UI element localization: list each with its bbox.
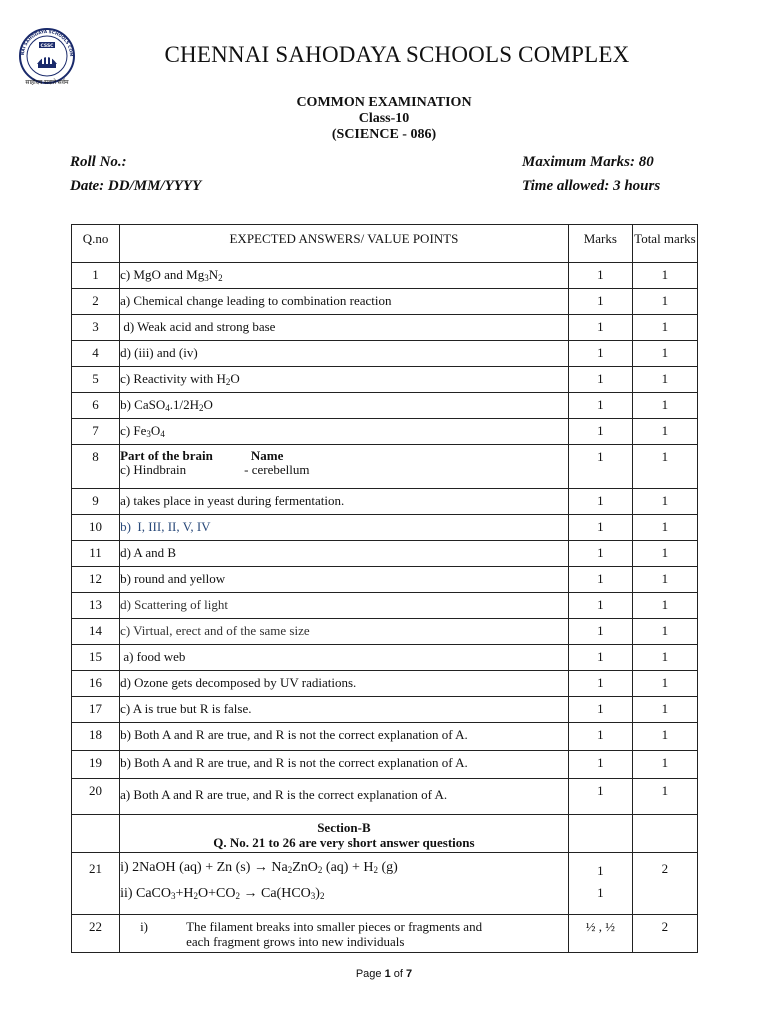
table-row [72, 445, 698, 489]
answer-cell [120, 853, 569, 915]
table-row [72, 393, 698, 419]
marks-cell: 1 [568, 751, 632, 779]
meta-left [70, 150, 201, 198]
qno-cell: 3 [72, 315, 120, 341]
answer-text: O [203, 397, 213, 412]
marks-cell: 1 [568, 515, 632, 541]
marks-value: 1 [597, 885, 604, 900]
eq-text: → Ca(HCO [240, 886, 311, 901]
subscript: 3 [310, 891, 316, 901]
answer-cell: c) A is true but R is false. [120, 697, 569, 723]
table-row [72, 853, 698, 915]
table-row [72, 671, 698, 697]
answer-text: O [230, 371, 240, 386]
qno-cell: 22 [72, 915, 120, 953]
subscript: 2 [218, 273, 223, 283]
roll-no-label: Roll No.: [70, 154, 127, 170]
header-marks: Marks [568, 225, 632, 263]
date-label: Date: DD/MM/YYYY [70, 178, 202, 194]
empty-cell [632, 815, 697, 853]
total-cell: 1 [632, 697, 697, 723]
qno-cell: 8 [72, 445, 120, 489]
subscript: 3 [204, 273, 209, 283]
total-cell: 1 [632, 263, 697, 289]
table-row [72, 515, 698, 541]
empty-cell [568, 815, 632, 853]
eq-text: (aq) + H [322, 860, 374, 875]
subscript: 4 [160, 429, 165, 439]
answer-line: The filament breaks into smaller pieces or fragments and [186, 919, 483, 934]
subscript: 2 [373, 865, 378, 875]
marks-cell: 1 [568, 489, 632, 515]
answer-cell [120, 367, 569, 393]
subscript: 2 [317, 865, 323, 875]
sub-question-label: i) [140, 919, 149, 934]
answer-cell: c) Virtual, erect and of the same size [120, 619, 569, 645]
equation-line-1 [120, 856, 568, 882]
answer-cell: a) Chemical change leading to combination reaction [120, 289, 569, 315]
marks-cell: 1 [568, 315, 632, 341]
marks-cell: 1 [568, 341, 632, 367]
total-cell: 1 [632, 445, 697, 489]
total-cell: 1 [632, 367, 697, 393]
table-header-row [72, 225, 698, 263]
eq-text: (g) [377, 860, 398, 875]
marks-cell: 1 [568, 419, 632, 445]
answer-cell: b) I, III, II, V, IV [120, 515, 569, 541]
table-row [72, 645, 698, 671]
table-row [72, 619, 698, 645]
qno-cell: 6 [72, 393, 120, 419]
header-answers: EXPECTED ANSWERS/ VALUE POINTS [120, 225, 569, 263]
of-word: of [390, 968, 407, 980]
marks-value: 1 [597, 863, 604, 878]
answer-cell [120, 393, 569, 419]
qno-cell: 21 [72, 853, 120, 915]
subscript: 2 [198, 403, 204, 413]
page-total: 7 [406, 968, 413, 980]
meta-right [522, 150, 660, 198]
total-cell: 1 [632, 419, 697, 445]
total-cell: 1 [632, 645, 697, 671]
marks-cell: 1 [568, 779, 632, 815]
total-cell: 1 [632, 723, 697, 751]
subscript: 2 [287, 865, 293, 875]
qno-cell: 15 [72, 645, 120, 671]
subscript: 2 [193, 891, 199, 901]
total-cell: 2 [632, 853, 697, 915]
qno-cell: 10 [72, 515, 120, 541]
table-row [72, 567, 698, 593]
total-cell: 1 [632, 341, 697, 367]
brain-part-value: c) Hindbrain [120, 462, 187, 477]
section-b-row [72, 815, 698, 853]
eq-text: ZnO [292, 860, 318, 875]
table-row [72, 489, 698, 515]
subscript: 2 [319, 891, 325, 901]
table-row [72, 367, 698, 393]
total-cell: 1 [632, 751, 697, 779]
total-cell: 1 [632, 315, 697, 341]
answer-cell: b) Both A and R are true, and R is not the correct explanation of A. [120, 723, 569, 751]
marks-cell: 1 [568, 263, 632, 289]
total-cell: 1 [632, 619, 697, 645]
answer-cell: a) food web [120, 645, 569, 671]
qno-cell: 13 [72, 593, 120, 619]
marks-cell: 1 [568, 445, 632, 489]
answer-text: N [208, 267, 219, 282]
brain-part-heading: Part of the brain [120, 448, 213, 463]
marks-cell: ½ , ½ [568, 915, 632, 953]
table-row [72, 263, 698, 289]
qno-cell: 5 [72, 367, 120, 393]
qno-cell: 19 [72, 751, 120, 779]
eq-text: O+CO [198, 886, 236, 901]
table-row [72, 419, 698, 445]
section-b-subtitle: Q. No. 21 to 26 are very short answer questions [213, 835, 475, 850]
exam-subject: (SCIENCE - 086) [331, 127, 437, 142]
qno-cell: 4 [72, 341, 120, 367]
answer-cell [120, 263, 569, 289]
qno-cell: 14 [72, 619, 120, 645]
answer-text: b) CaSO [120, 397, 166, 412]
marks-cell: 1 [568, 541, 632, 567]
page-footer [0, 968, 768, 980]
total-cell: 1 [632, 593, 697, 619]
time-allowed-label: Time allowed: 3 hours [522, 178, 661, 194]
table-row [72, 341, 698, 367]
marks-cell: 1 [568, 645, 632, 671]
eq-text: ii) CaCO [120, 886, 172, 901]
exam-heading [0, 95, 768, 143]
marks-cell: 1 [568, 567, 632, 593]
table-row [72, 541, 698, 567]
eq-text: i) 2NaOH (aq) + Zn (s) → Na [120, 860, 288, 875]
answer-cell: d) Ozone gets decomposed by UV radiations. [120, 671, 569, 697]
brain-name-heading: Name [250, 448, 284, 463]
answer-cell [120, 419, 569, 445]
logo-ring-text: NAI SAHODAYA SCHOOLS COM [19, 28, 75, 57]
school-name: CHENNAI SAHODAYA SCHOOLS COMPLEX [164, 42, 630, 67]
qno-cell: 7 [72, 419, 120, 445]
answer-cell: d) A and B [120, 541, 569, 567]
total-cell: 2 [632, 915, 697, 953]
answer-text: c) Fe [120, 423, 147, 438]
answer-cell: a) Both A and R are true, and R is the correct explanation of A. [120, 779, 569, 815]
logo-motto: साहोदय सदाते सर्वम [25, 80, 69, 86]
total-cell: 1 [632, 671, 697, 697]
answer-cell: b) Both A and R are true, and R is not the correct explanation of A. [120, 751, 569, 779]
subscript: 4 [165, 403, 170, 413]
total-cell: 1 [632, 489, 697, 515]
answer-cell: a) takes place in yeast during fermentation. [120, 489, 569, 515]
answer-text: c) Reactivity with H [120, 371, 226, 386]
marks-cell: 1 [568, 289, 632, 315]
table-row [72, 289, 698, 315]
exam-title: COMMON EXAMINATION [296, 95, 472, 110]
equation-line-2 [120, 882, 568, 908]
exam-class: Class-10 [358, 111, 410, 126]
marks-cell: 1 [568, 367, 632, 393]
answer-text: .1/2H [169, 397, 199, 412]
answer-cell: d) (iii) and (iv) [120, 341, 569, 367]
total-cell: 1 [632, 567, 697, 593]
qno-cell: 18 [72, 723, 120, 751]
eq-text: ) [315, 886, 320, 901]
subscript: 3 [171, 891, 176, 901]
table-row [72, 779, 698, 815]
page-word: Page [355, 968, 385, 980]
qno-cell: 20 [72, 779, 120, 815]
header-total: Total marks [632, 225, 697, 263]
qno-cell: 11 [72, 541, 120, 567]
total-cell: 1 [632, 289, 697, 315]
answer-cell [120, 445, 569, 489]
qno-cell: 17 [72, 697, 120, 723]
qno-cell: 12 [72, 567, 120, 593]
qno-cell: 9 [72, 489, 120, 515]
table-row [72, 751, 698, 779]
subscript: 2 [235, 891, 240, 901]
table-row [72, 593, 698, 619]
table-row [72, 697, 698, 723]
answer-cell: b) round and yellow [120, 567, 569, 593]
section-b-title: Section-B [317, 820, 371, 835]
answer-cell: d) Scattering of light [120, 593, 569, 619]
answer-line: each fragment grows into new individuals [186, 934, 405, 949]
marks-cell: 1 [568, 393, 632, 419]
answer-key-table [71, 224, 698, 953]
qno-cell: 2 [72, 289, 120, 315]
total-cell: 1 [632, 393, 697, 419]
eq-text: +H [175, 886, 194, 901]
qno-cell: 1 [72, 263, 120, 289]
sub-question-text [186, 919, 482, 949]
subscript: 3 [146, 429, 151, 439]
table-row [72, 915, 698, 953]
total-cell: 1 [632, 515, 697, 541]
total-cell: 1 [632, 541, 697, 567]
marks-cell: 1 [568, 671, 632, 697]
table-row [72, 315, 698, 341]
marks-cell: 1 [568, 723, 632, 751]
page-number: 1 [384, 968, 391, 980]
max-marks-label: Maximum Marks: 80 [522, 154, 654, 170]
empty-cell [72, 815, 120, 853]
total-cell: 1 [632, 779, 697, 815]
answer-text: c) MgO and Mg [120, 267, 205, 282]
answer-cell [120, 915, 569, 953]
marks-cell: 1 [568, 619, 632, 645]
logo-badge-text: CSSC [40, 44, 54, 49]
table-row [72, 723, 698, 751]
marks-cell: 1 [568, 697, 632, 723]
answer-cell: d) Weak acid and strong base [120, 315, 569, 341]
qno-cell: 16 [72, 671, 120, 697]
marks-cell [568, 853, 632, 915]
header-qno: Q.no [72, 225, 120, 263]
section-b-heading [120, 815, 569, 853]
brain-name-value: - cerebellum [244, 462, 310, 477]
answer-text: O [150, 423, 161, 438]
subscript: 2 [225, 377, 231, 387]
marks-cell: 1 [568, 593, 632, 619]
